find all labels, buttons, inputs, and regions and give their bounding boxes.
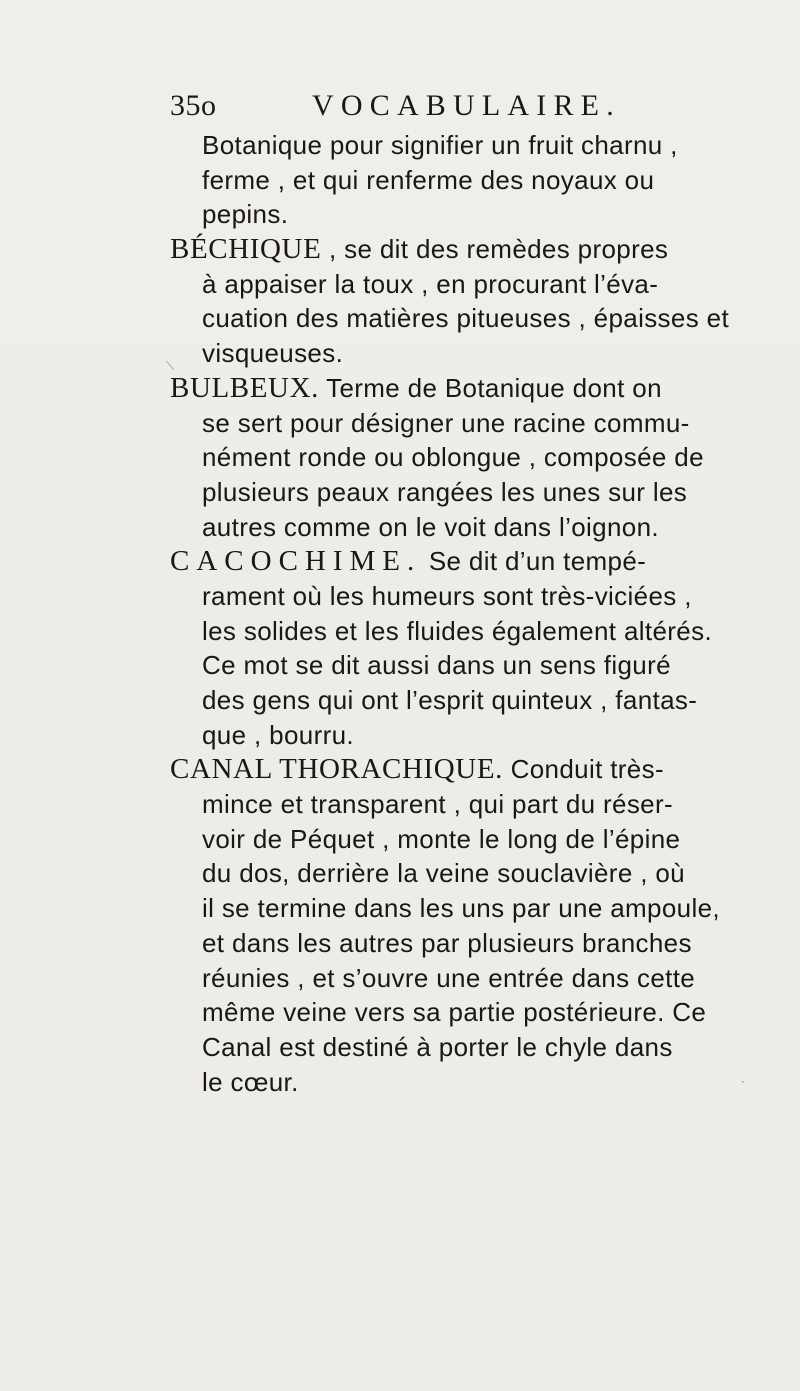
text-line: mince et transparent , qui part du réser-: [202, 789, 674, 820]
headword-canal: CANAL THORACHIQUE.: [170, 753, 504, 786]
headword-cacochime: CACOCHIME.: [170, 545, 422, 578]
text-line: Canal est destiné à porter le chyle dans: [202, 1031, 673, 1062]
text-line: voir de Péquet , monte le long de l’épine: [202, 823, 681, 854]
entry-rest-bechique: , se dit des remèdes propres: [321, 234, 669, 265]
text-line: les solides et les fluides également altérés.: [202, 615, 713, 646]
entry-line-bechique: [170, 232, 762, 267]
entry-rest-canal: Conduit très-: [503, 754, 664, 785]
text-line: rament où les humeurs sont très-viciées ,: [202, 580, 692, 611]
dictionary-text: [170, 128, 762, 1099]
text-line: que , bourru.: [202, 719, 354, 750]
running-head: [170, 84, 690, 128]
headword-bulbeux: BULBEUX.: [170, 371, 319, 404]
text-line: même veine vers sa partie postérieure. Ce: [202, 997, 707, 1028]
entry-line-bulbeux: [170, 371, 762, 406]
text-line: se sert pour désigner une racine commu-: [202, 407, 690, 438]
entry-rest-bulbeux: Terme de Botanique dont on: [319, 372, 662, 403]
text-line: plusieurs peaux rangées les unes sur les: [202, 476, 688, 507]
text-line: nément ronde ou oblongue , composée de: [202, 442, 704, 473]
text-line: à appaiser la toux , en procurant l’éva-: [202, 268, 659, 299]
paper-speck: ⟍: [166, 359, 175, 373]
text-line: il se termine dans les uns par une ampoule,: [202, 893, 720, 924]
text-line: le cœur.: [202, 1066, 299, 1097]
page-number: 35o: [170, 89, 217, 122]
entry-line-cacochime: [170, 544, 762, 579]
text-line: visqueuses.: [202, 338, 344, 369]
text-line: réunies , et s’ouvre une entrée dans cette: [202, 962, 696, 993]
text-line: Botanique pour signifier un fruit charnu ,: [202, 130, 678, 160]
text-line: autres comme on le voit dans l’oignon.: [202, 511, 659, 542]
text-line: des gens qui ont l’esprit quinteux , fantas-: [202, 685, 698, 715]
text-line: cuation des matières pitueuses , épaisses et: [202, 303, 730, 334]
headword-bechique: BÉCHIQUE: [170, 233, 322, 266]
text-line: pepins.: [202, 199, 289, 230]
entry-line-canal: [170, 752, 762, 787]
text-line: et dans les autres par plusieurs branches: [202, 927, 692, 958]
entry-rest-cacochime: Se dit d’un tempé-: [421, 546, 647, 577]
text-line: Ce mot se dit aussi dans un sens figuré: [202, 650, 671, 681]
text-line: du dos, derrière la veine souclavière , où: [202, 858, 685, 889]
running-title: VOCABULAIRE.: [312, 89, 621, 122]
paper-speck: ·: [741, 1075, 745, 1089]
text-line: ferme , et qui renferme des noyaux ou: [202, 164, 655, 195]
